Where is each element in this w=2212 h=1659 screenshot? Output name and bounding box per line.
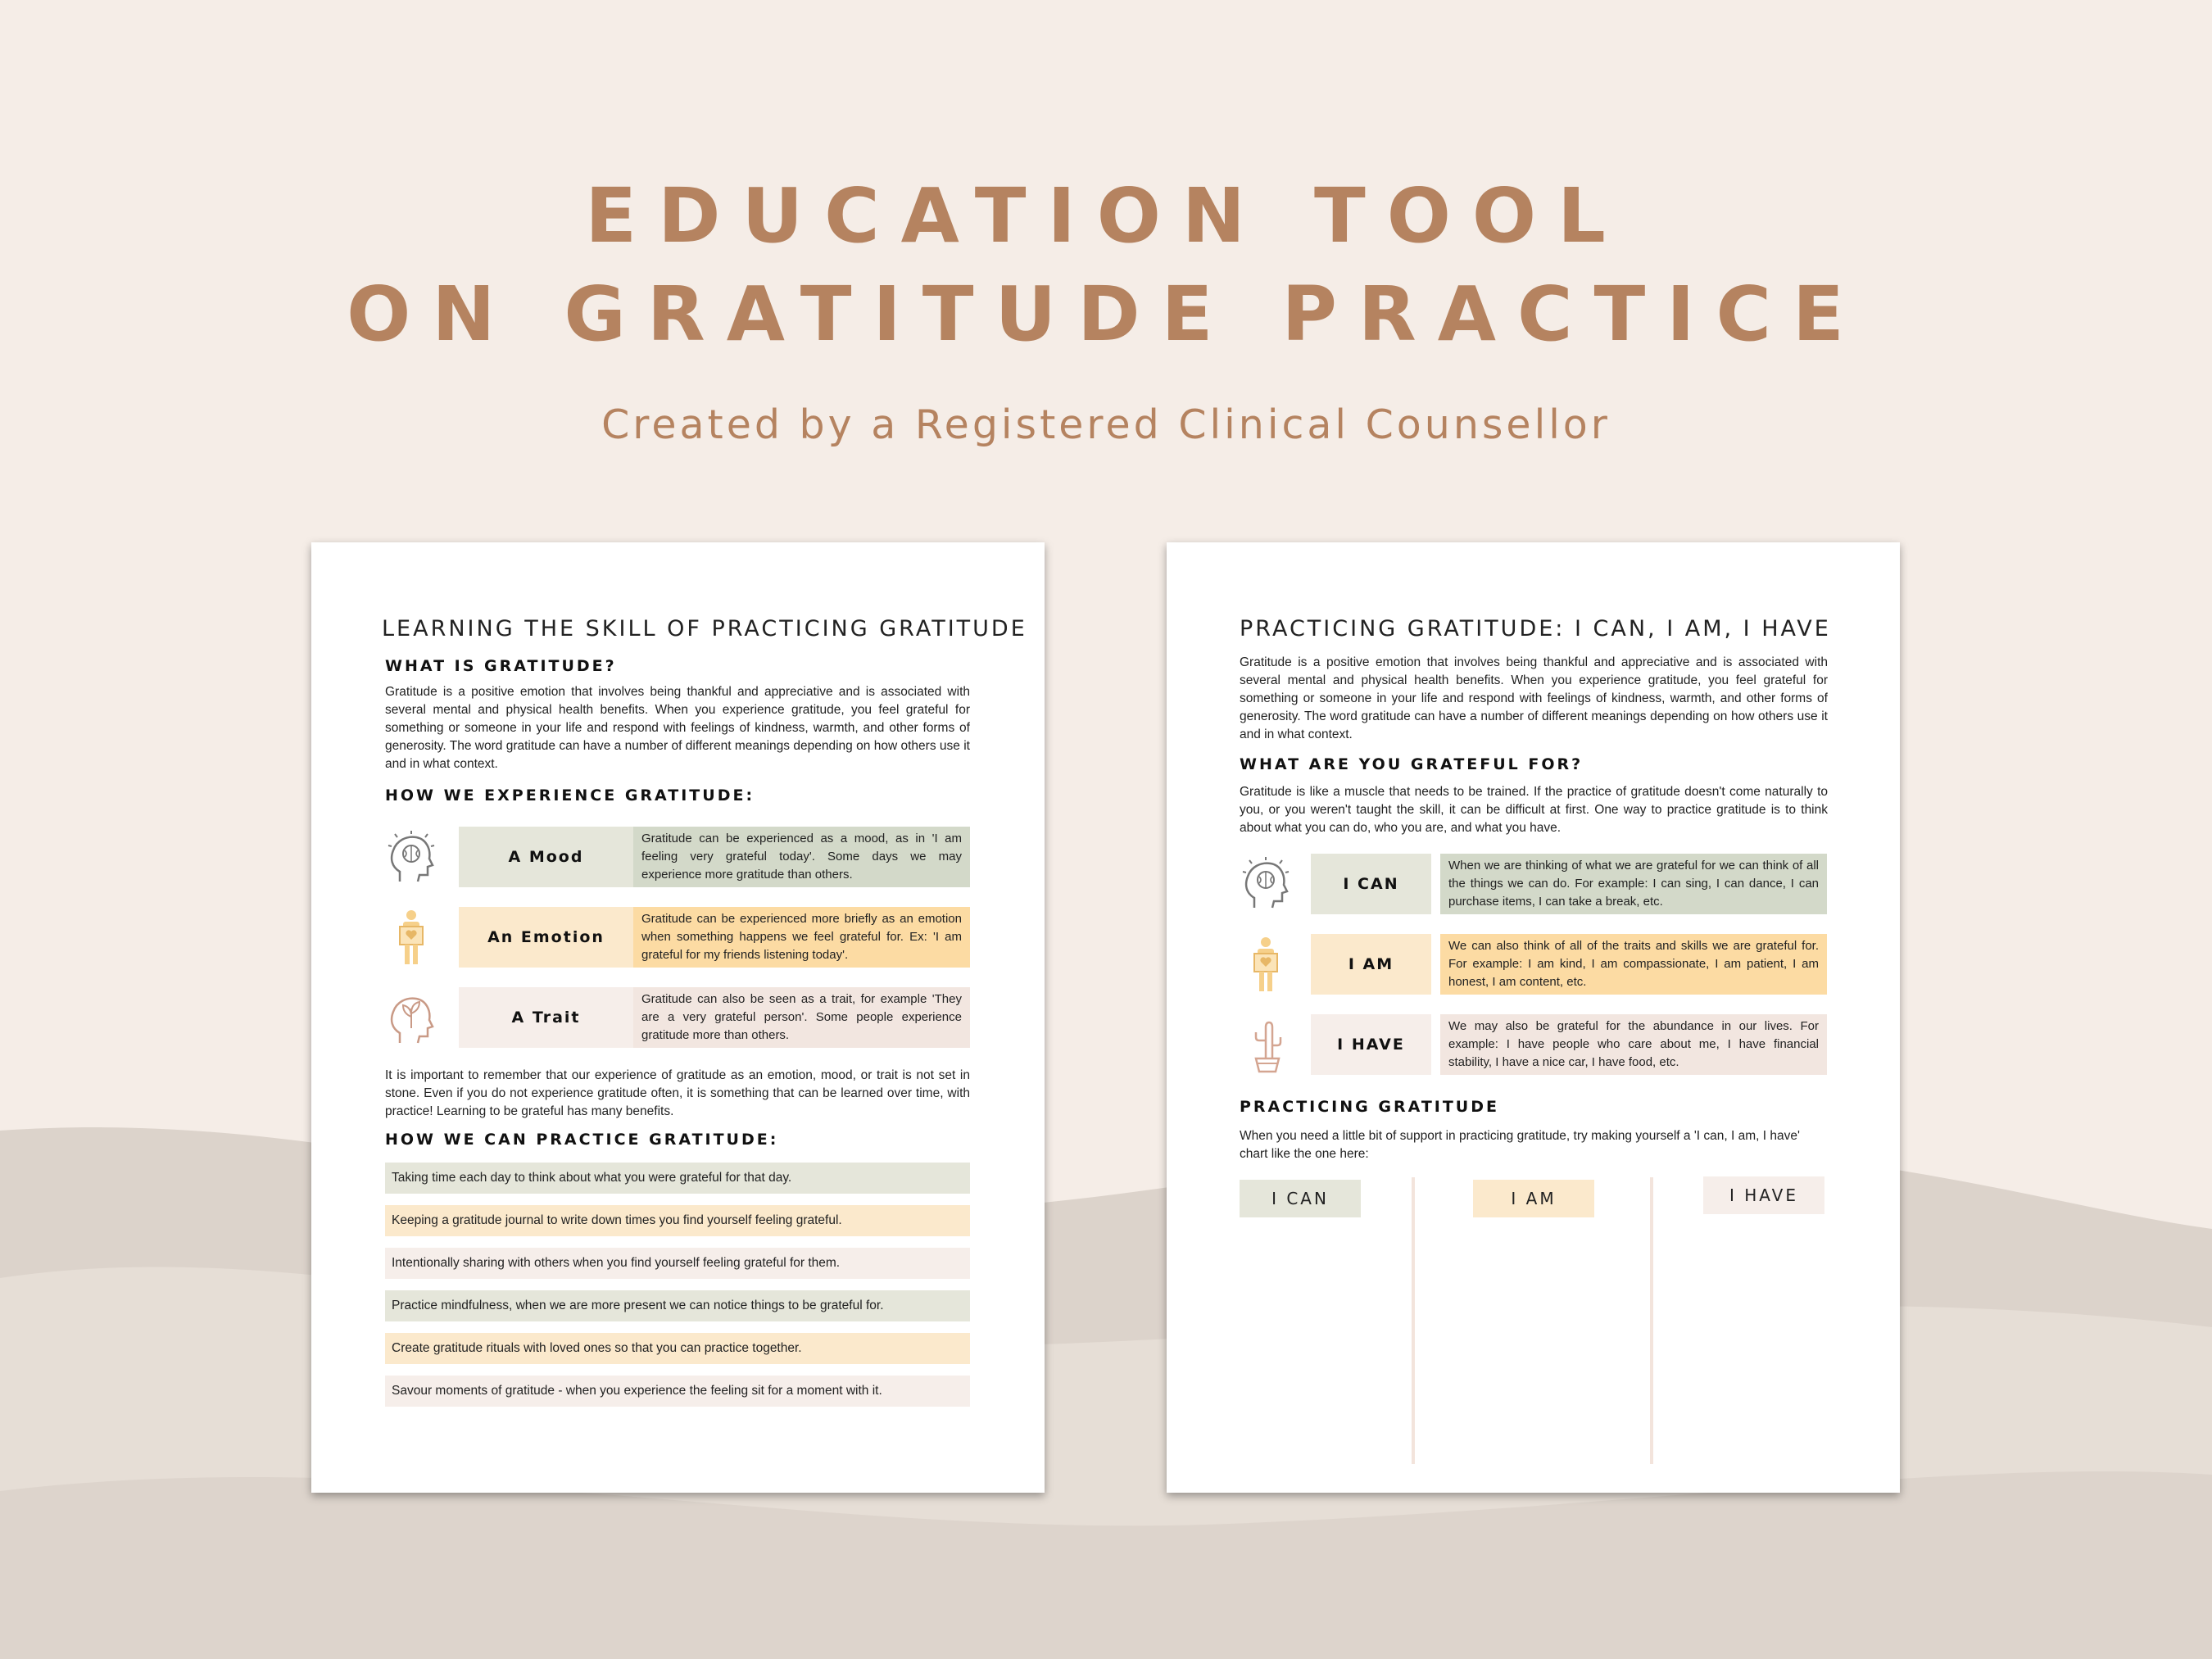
main-title-line2: ON GRATITUDE PRACTICE: [347, 270, 1865, 358]
practice-item: Intentionally sharing with others when you find yourself feeling grateful for them.: [385, 1248, 970, 1279]
experience-desc-trait: Gratitude can also be seen as a trait, for example 'They are a very grateful person'. Some people experience gratitude more than others.: [633, 987, 970, 1048]
chart-row-label-i-am: I AM: [1311, 934, 1431, 995]
main-title-line1: EDUCATION TOOL: [585, 172, 1627, 260]
section-heading-experience: HOW WE EXPERIENCE GRATITUDE:: [385, 786, 755, 805]
intro-text: Gratitude is a positive emotion that involves being thankful and appreciative and is associated with several mental and physical health benefits. When you experience gratitude, you feel grateful for something or someone in your life and respond with feelings of kindness, warmth, and other forms of generosity. The word gratitude can have a number of different meanings depending on how others use it and in what context.: [1240, 655, 1828, 741]
section-heading-practice: HOW WE CAN PRACTICE GRATITUDE:: [385, 1131, 779, 1149]
page-title: LEARNING THE SKILL OF PRACTICING GRATITUDE: [382, 616, 1027, 641]
experience-desc-mood: Gratitude can be experienced as a mood, as in 'I am feeling very grateful today'. Some days we may experience more gratitude than others.: [633, 827, 970, 887]
practice-item: Keeping a gratitude journal to write down times you find yourself feeling grateful.: [385, 1205, 970, 1236]
head-brain-icon: [385, 829, 437, 888]
person-heart-icon: [385, 909, 437, 968]
experience-label-emotion: An Emotion: [459, 907, 633, 968]
chart-header-i-am: I AM: [1473, 1180, 1594, 1217]
page-title: PRACTICING GRATITUDE: I CAN, I AM, I HAVE: [1240, 616, 1831, 641]
left-worksheet-page: [311, 542, 1045, 1493]
right-worksheet-page: [1167, 542, 1900, 1493]
chart-row-desc-i-am: We can also think of all of the traits and skills we are grateful for. For example: I am kind, I am compassionate, I am patient, I am honest, I am content, etc.: [1440, 934, 1827, 995]
section-heading-grateful-for: WHAT ARE YOU GRATEFUL FOR?: [1240, 755, 1584, 773]
experience-label-mood: A Mood: [459, 827, 633, 887]
practice-item: Savour moments of gratitude - when you experience the feeling sit for a moment with it.: [385, 1376, 970, 1407]
remember-text: It is important to remember that our experience of gratitude as an emotion, mood, or trait is not set in stone. Even if you do not experience gratitude often, it is something that can be learned over time, with practice! Learning to be grateful has many benefits.: [385, 1068, 970, 1118]
practicing-text: When you need a little bit of support in practicing gratitude, try making yourself a 'I can, I am, I have' chart like the one here:: [1240, 1129, 1800, 1161]
head-plant-icon: [385, 989, 437, 1048]
section-heading-practicing: PRACTICING GRATITUDE: [1240, 1098, 1499, 1116]
chart-divider: [1650, 1177, 1653, 1464]
person-heart-icon: [1240, 936, 1292, 995]
head-brain-icon: [1240, 855, 1292, 914]
chart-row-desc-i-can: When we are thinking of what we are grateful for we can think of all the things we can do. For example: I can sing, I can dance, I can purchase items, I can take a break, etc.: [1440, 854, 1827, 914]
potted-cactus-icon: [1240, 1016, 1292, 1075]
chart-divider: [1412, 1177, 1415, 1464]
chart-row-label-i-can: I CAN: [1311, 854, 1431, 914]
grateful-for-text: Gratitude is like a muscle that needs to be trained. If the practice of gratitude doesn't come naturally to you, or you weren't taught the skill, it can be difficult at first. One way to practice gratitude is to think about what you can do, who you are, and what you have.: [1240, 785, 1828, 835]
chart-row-label-i-have: I HAVE: [1311, 1014, 1431, 1075]
practice-item: Practice mindfulness, when we are more present we can notice things to be grateful for.: [385, 1290, 970, 1321]
what-is-gratitude-text: Gratitude is a positive emotion that involves being thankful and appreciative and is associated with several mental and physical health benefits. When you experience gratitude, you feel grateful for something or someone in your life and respond with feelings of kindness, warmth, and other forms of generosity. The word gratitude can have a number of different meanings depending on how others use it and in what context.: [385, 685, 970, 771]
experience-label-trait: A Trait: [459, 987, 633, 1048]
experience-desc-emotion: Gratitude can be experienced more briefly as an emotion when something happens we feel grateful for. Ex: 'I am grateful for my friends listening today'.: [633, 907, 970, 968]
chart-header-i-can: I CAN: [1240, 1180, 1361, 1217]
subtitle: Created by a Registered Clinical Counsellor: [601, 401, 1611, 448]
section-heading-what-is-gratitude: WHAT IS GRATITUDE?: [385, 657, 617, 675]
chart-header-i-have: I HAVE: [1703, 1176, 1824, 1214]
chart-row-desc-i-have: We may also be grateful for the abundance in our lives. For example: I have people who care about me, I have financial stability, I have a nice car, I have food, etc.: [1440, 1014, 1827, 1075]
practice-item: Create gratitude rituals with loved ones so that you can practice together.: [385, 1333, 970, 1364]
practice-item: Taking time each day to think about what you were grateful for that day.: [385, 1163, 970, 1194]
